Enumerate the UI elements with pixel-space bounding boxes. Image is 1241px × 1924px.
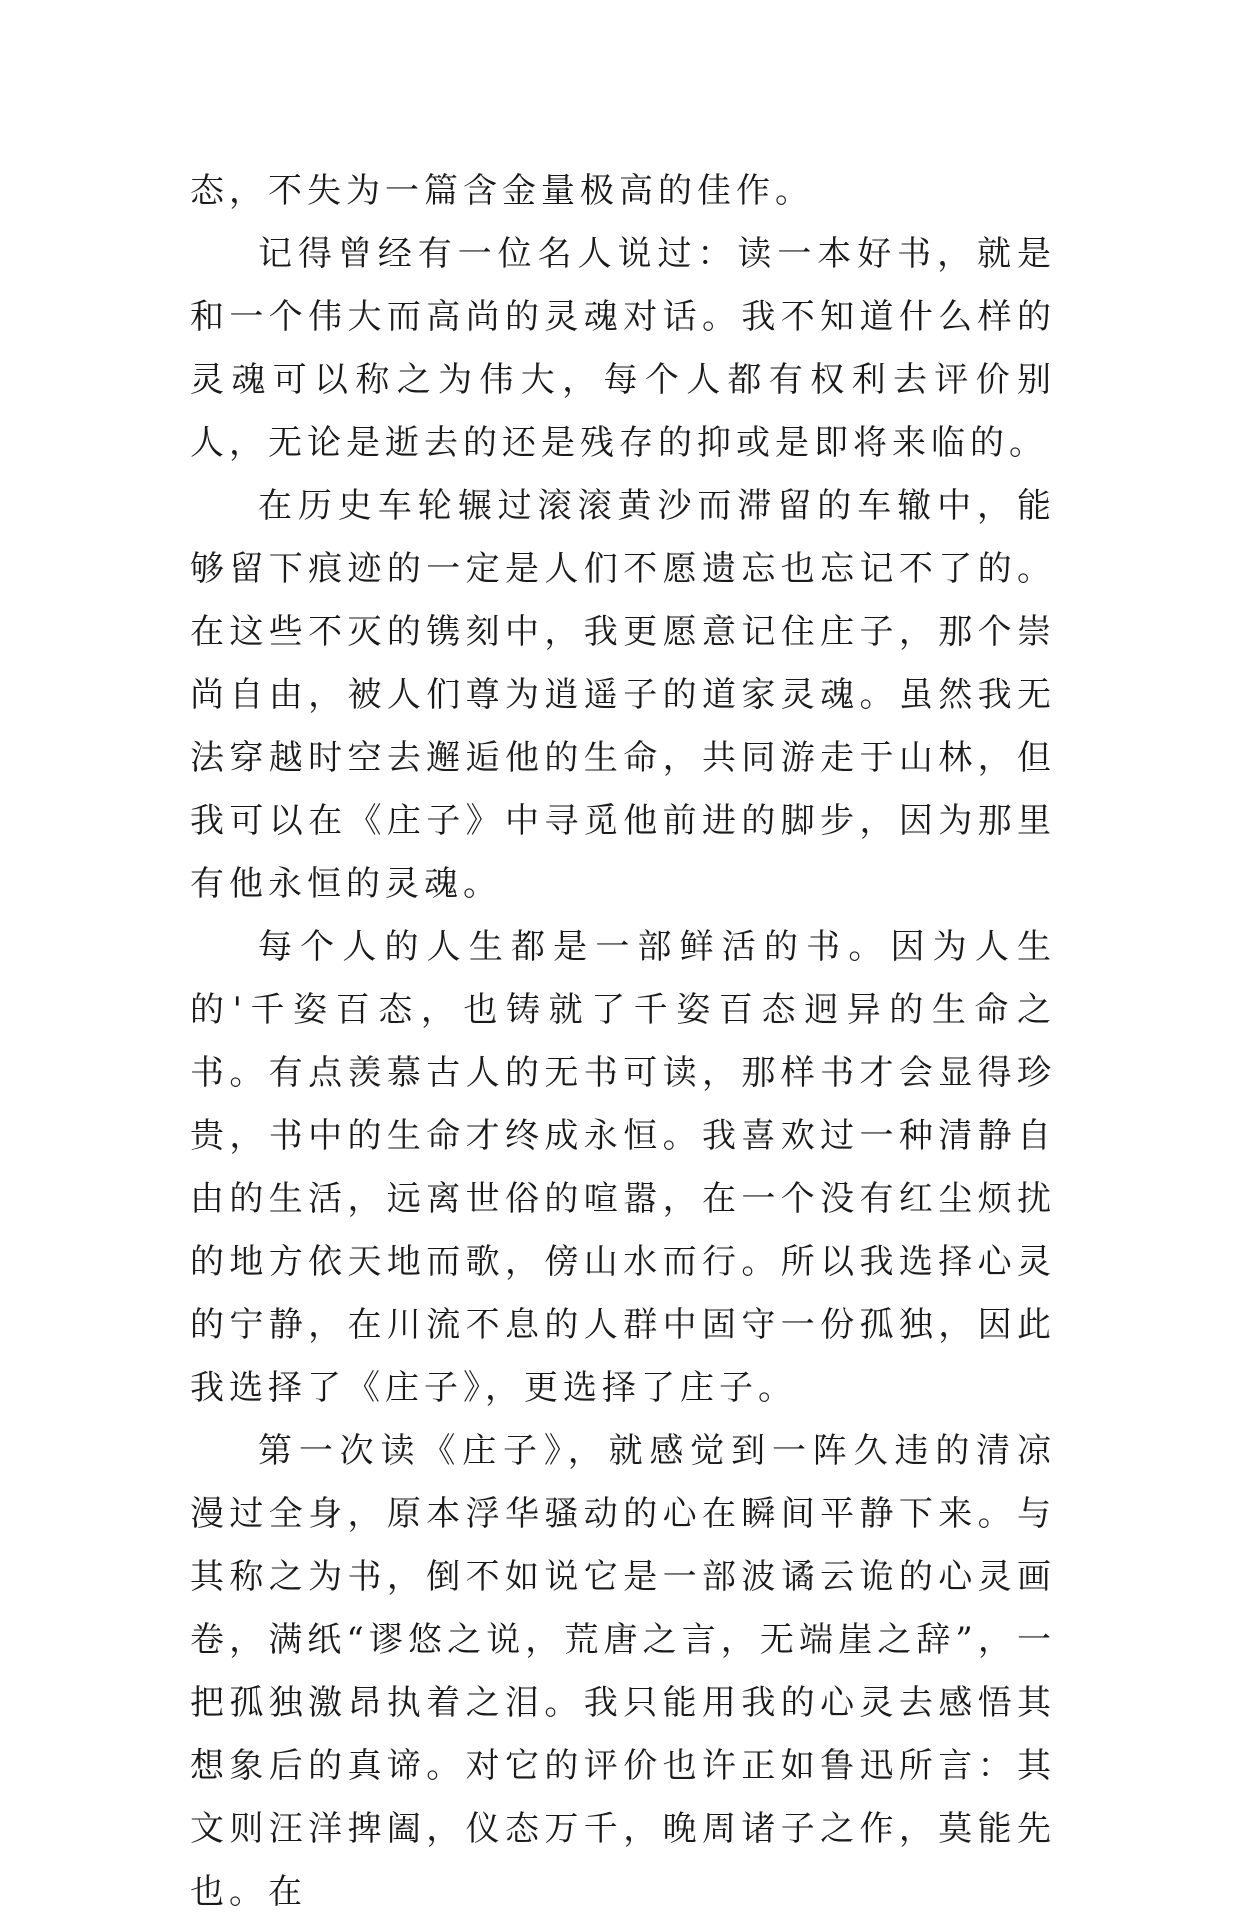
paragraph-first-reading: 第一次读《庄子》，就感觉到一阵久违的清凉漫过全身，原本浮华骚动的心在瞬间平静下来。与其称之为书，倒不如说它是一部波谲云诡的心灵画卷，满纸“谬悠之说，荒唐之言，无端崖之辞”，一把孤独激昂执着之泪。我只能用我的心灵去感悟其想象后的真谛。对它的评价也许正如鲁迅所言：其文则汪洋捭阖，仪态万千，晚周诸子之作，莫能先也。在 — [190, 1431, 1056, 1912]
paragraph-famous-quote: 记得曾经有一位名人说过：读一本好书，就是和一个伟大而高尚的灵魂对话。我不知道什么样的灵魂可以称之为伟大，每个人都有权利去评价别人，无论是逝去的还是残存的抑或是即将来临的。 — [190, 234, 1056, 463]
paragraph-history: 在历史车轮辗过滚滚黄沙而滞留的车辙中，能够留下痕迹的一定是人们不愿遗忘也忘记不了的。在这些不灭的镌刻中，我更愿意记住庄子，那个崇尚自由，被人们尊为逍遥子的道家灵魂。虽然我无法穿越时空去邂逅他的生命，共同游走于山林，但我可以在《庄子》中寻觅他前进的脚步，因为那里有他永恒的灵魂。 — [190, 486, 1056, 904]
paragraph-continuation: 态，不失为一篇含金量极高的佳作。 — [190, 171, 814, 211]
paragraph-life-book: 每个人的人生都是一部鲜活的书。因为人生的'千姿百态，也铸就了千姿百态迥异的生命之书。有点羡慕古人的无书可读，那样书才会显得珍贵，书中的生命才终成永恒。我喜欢过一种清静自由的生活，远离世俗的喧嚣，在一个没有红尘烦扰的地方依天地而歌，傍山水而行。所以我选择心灵的宁静，在川流不息的人群中固守一份孤独，因此我选择了《庄子》，更选择了庄子。 — [190, 927, 1056, 1408]
body-text — [190, 160, 1056, 1924]
